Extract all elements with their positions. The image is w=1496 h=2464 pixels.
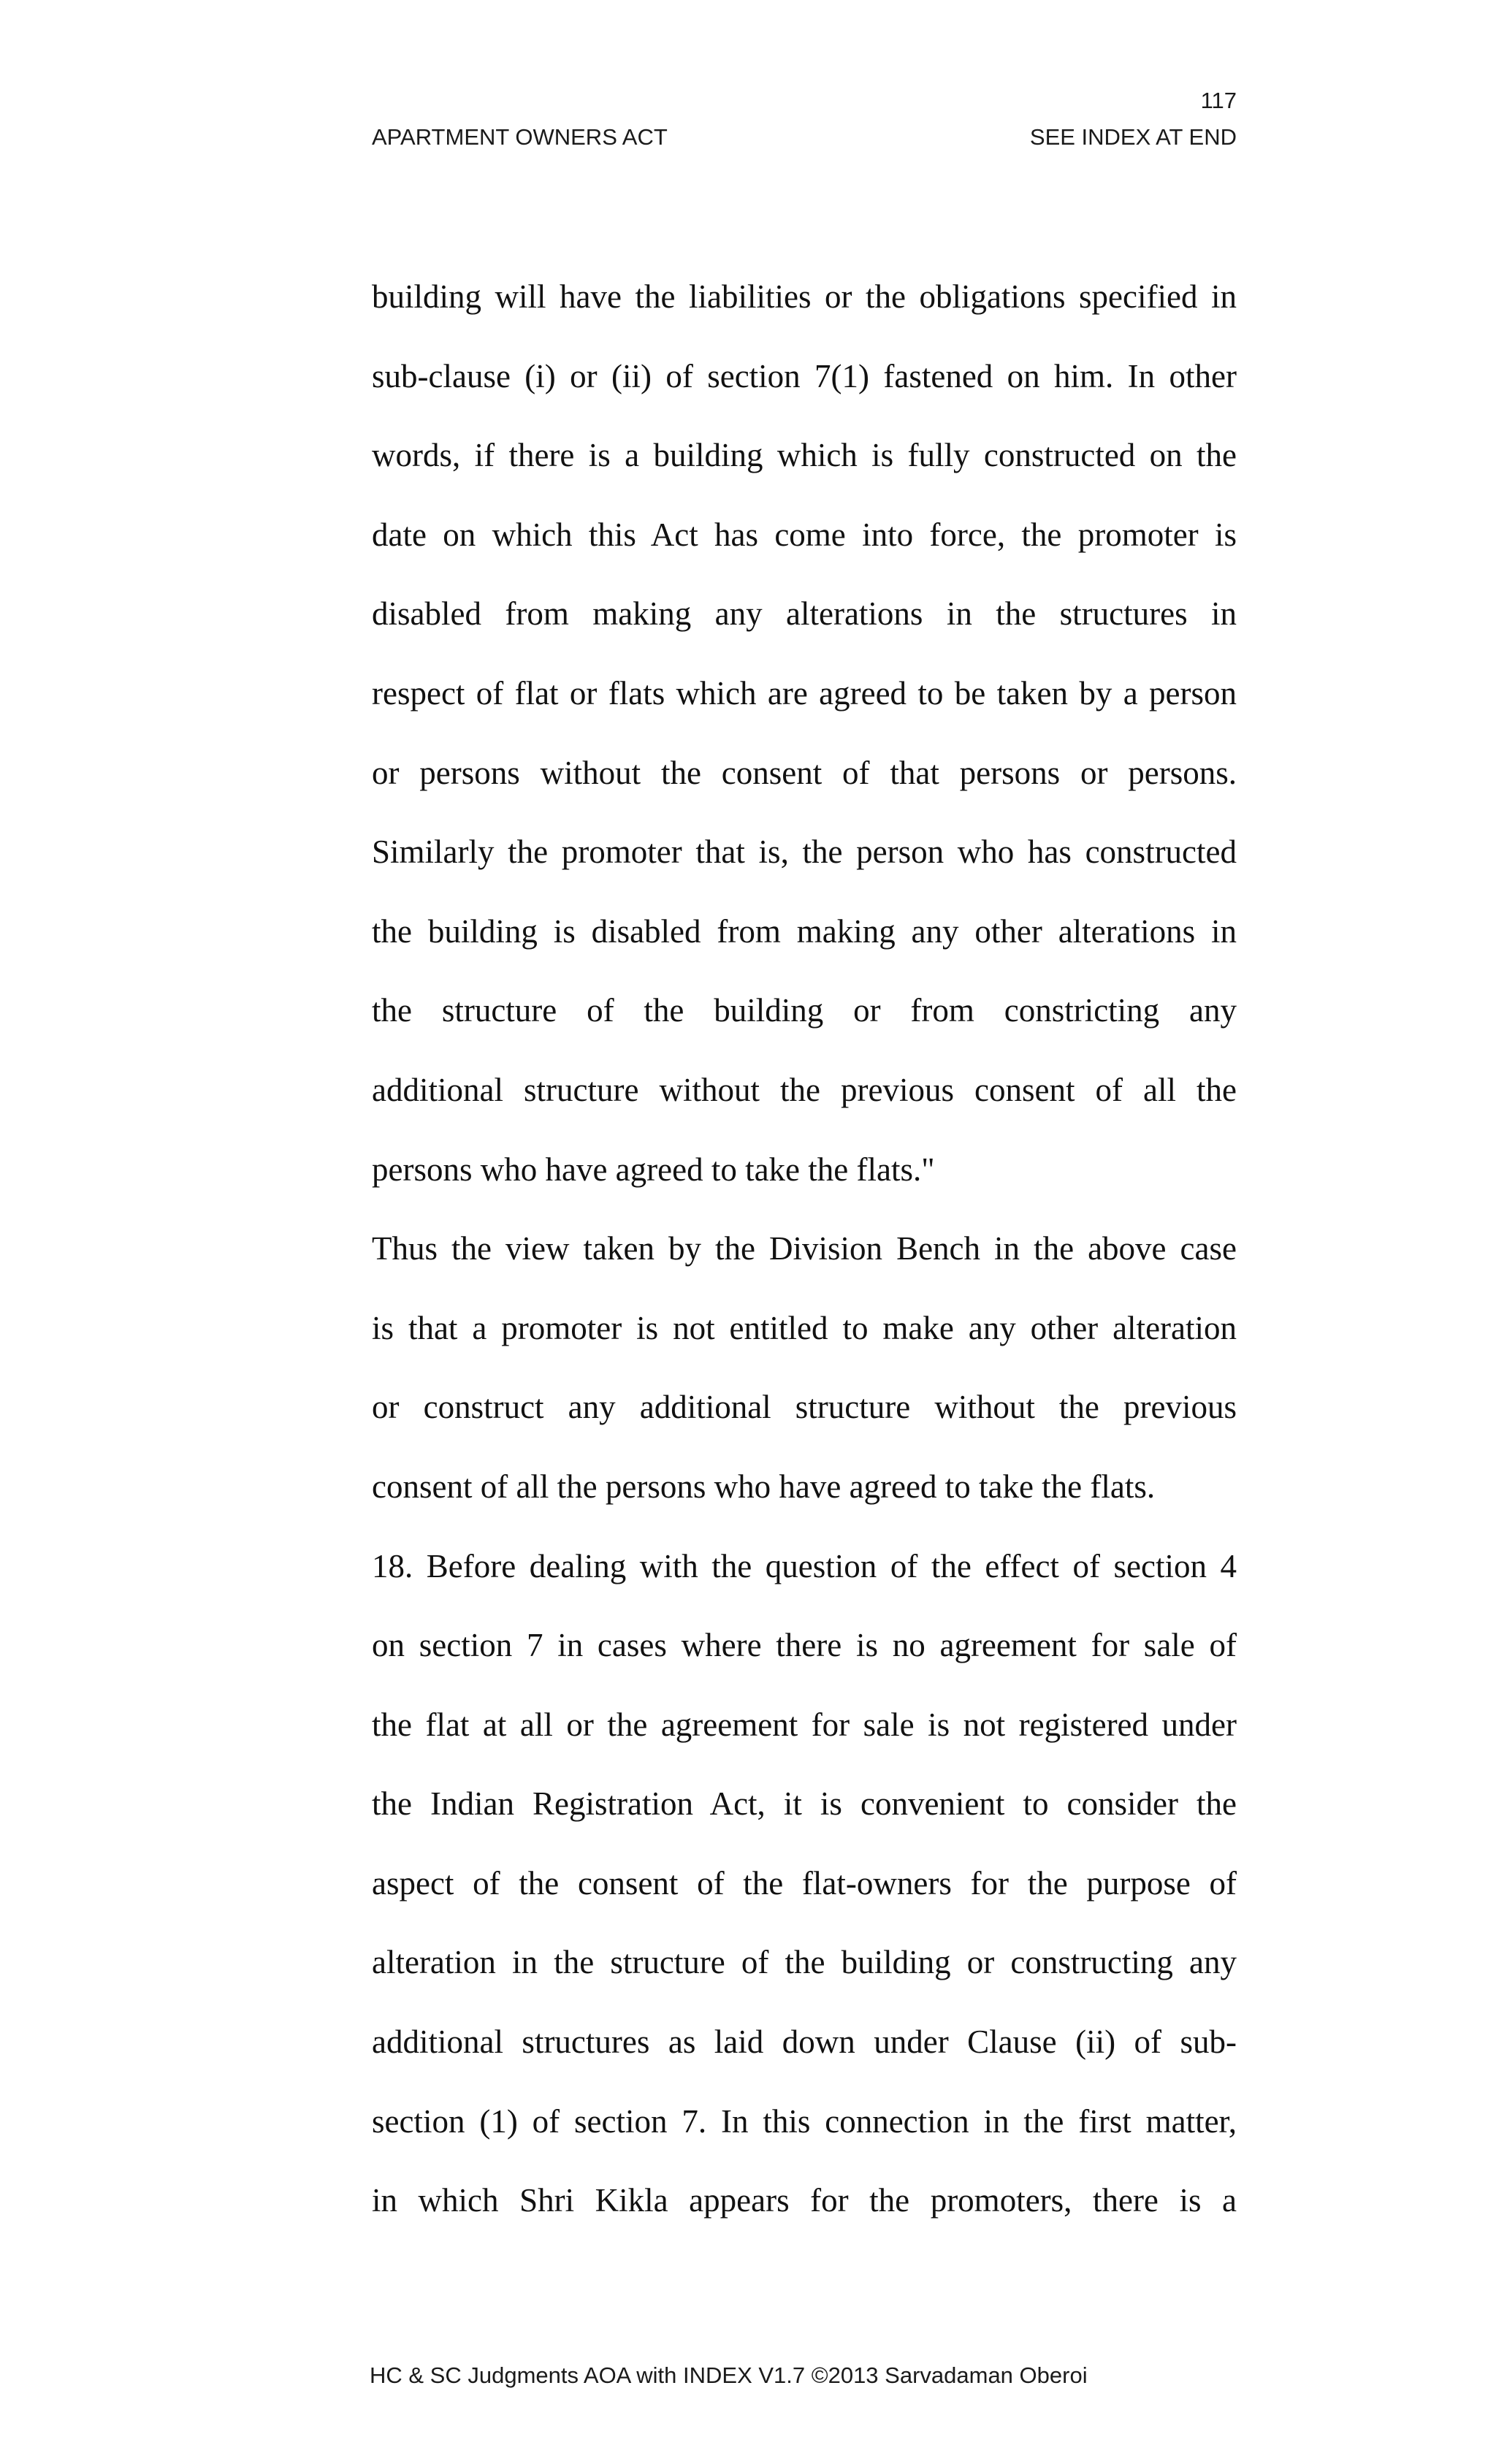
running-header-title: APARTMENT OWNERS ACT	[372, 124, 668, 150]
text-line: the Indian Registration Act, it is convenient to consider the	[372, 1785, 1237, 1823]
text-line: the building is disabled from making any other alterations in	[372, 912, 1237, 950]
text-line: consent of all the persons who have agreed to take the flats.	[372, 1468, 1156, 1505]
text-line: section (1) of section 7. In this connection in the first matter,	[372, 2102, 1237, 2140]
text-line: on section 7 in cases where there is no agreement for sale of	[372, 1627, 1237, 1664]
text-line: or construct any additional structure without the previous	[372, 1389, 1237, 1426]
text-line: persons who have agreed to take the flats."	[372, 1151, 935, 1188]
text-line: in which Shri Kikla appears for the promoters, there is a	[372, 2182, 1237, 2219]
text-line: the structure of the building or from constricting any	[372, 992, 1237, 1029]
text-line: aspect of the consent of the flat-owners for the purpose of	[372, 1864, 1237, 1902]
text-line: alteration in the structure of the building or constructing any	[372, 1944, 1237, 1981]
text-line: Similarly the promoter that is, the person who has constructed	[372, 834, 1237, 871]
running-header-index-note: SEE INDEX AT END	[1029, 124, 1237, 150]
text-line: words, if there is a building which is fully constructed on the	[372, 437, 1237, 474]
text-line: respect of flat or flats which are agreed to be taken by a person	[372, 674, 1237, 712]
text-line: the flat at all or the agreement for sale is not registered under	[372, 1706, 1237, 1743]
judgment-body-text	[372, 257, 1237, 2240]
text-line: is that a promoter is not entitled to make any other alteration	[372, 1309, 1237, 1346]
text-line: additional structures as laid down under Clause (ii) of sub-	[372, 2024, 1237, 2061]
text-line: 18. Before dealing with the question of the effect of section 4	[372, 1547, 1237, 1584]
text-line: date on which this Act has come into force, the promoter is	[372, 516, 1237, 553]
text-line: sub-clause (i) or (ii) of section 7(1) fastened on him. In other	[372, 357, 1237, 394]
text-line: disabled from making any alterations in the structures in	[372, 595, 1237, 633]
page-footer: HC & SC Judgments AOA with INDEX V1.7 ©2013 Sarvadaman Oberoi	[370, 2362, 1088, 2388]
text-line: Thus the view taken by the Division Bench in the above case	[372, 1230, 1237, 1267]
text-line: or persons without the consent of that persons or persons.	[372, 754, 1237, 791]
text-line: building will have the liabilities or the obligations specified in	[372, 278, 1237, 315]
page-number: 117	[1200, 88, 1237, 113]
text-line: additional structure without the previous consent of all the	[372, 1071, 1237, 1108]
